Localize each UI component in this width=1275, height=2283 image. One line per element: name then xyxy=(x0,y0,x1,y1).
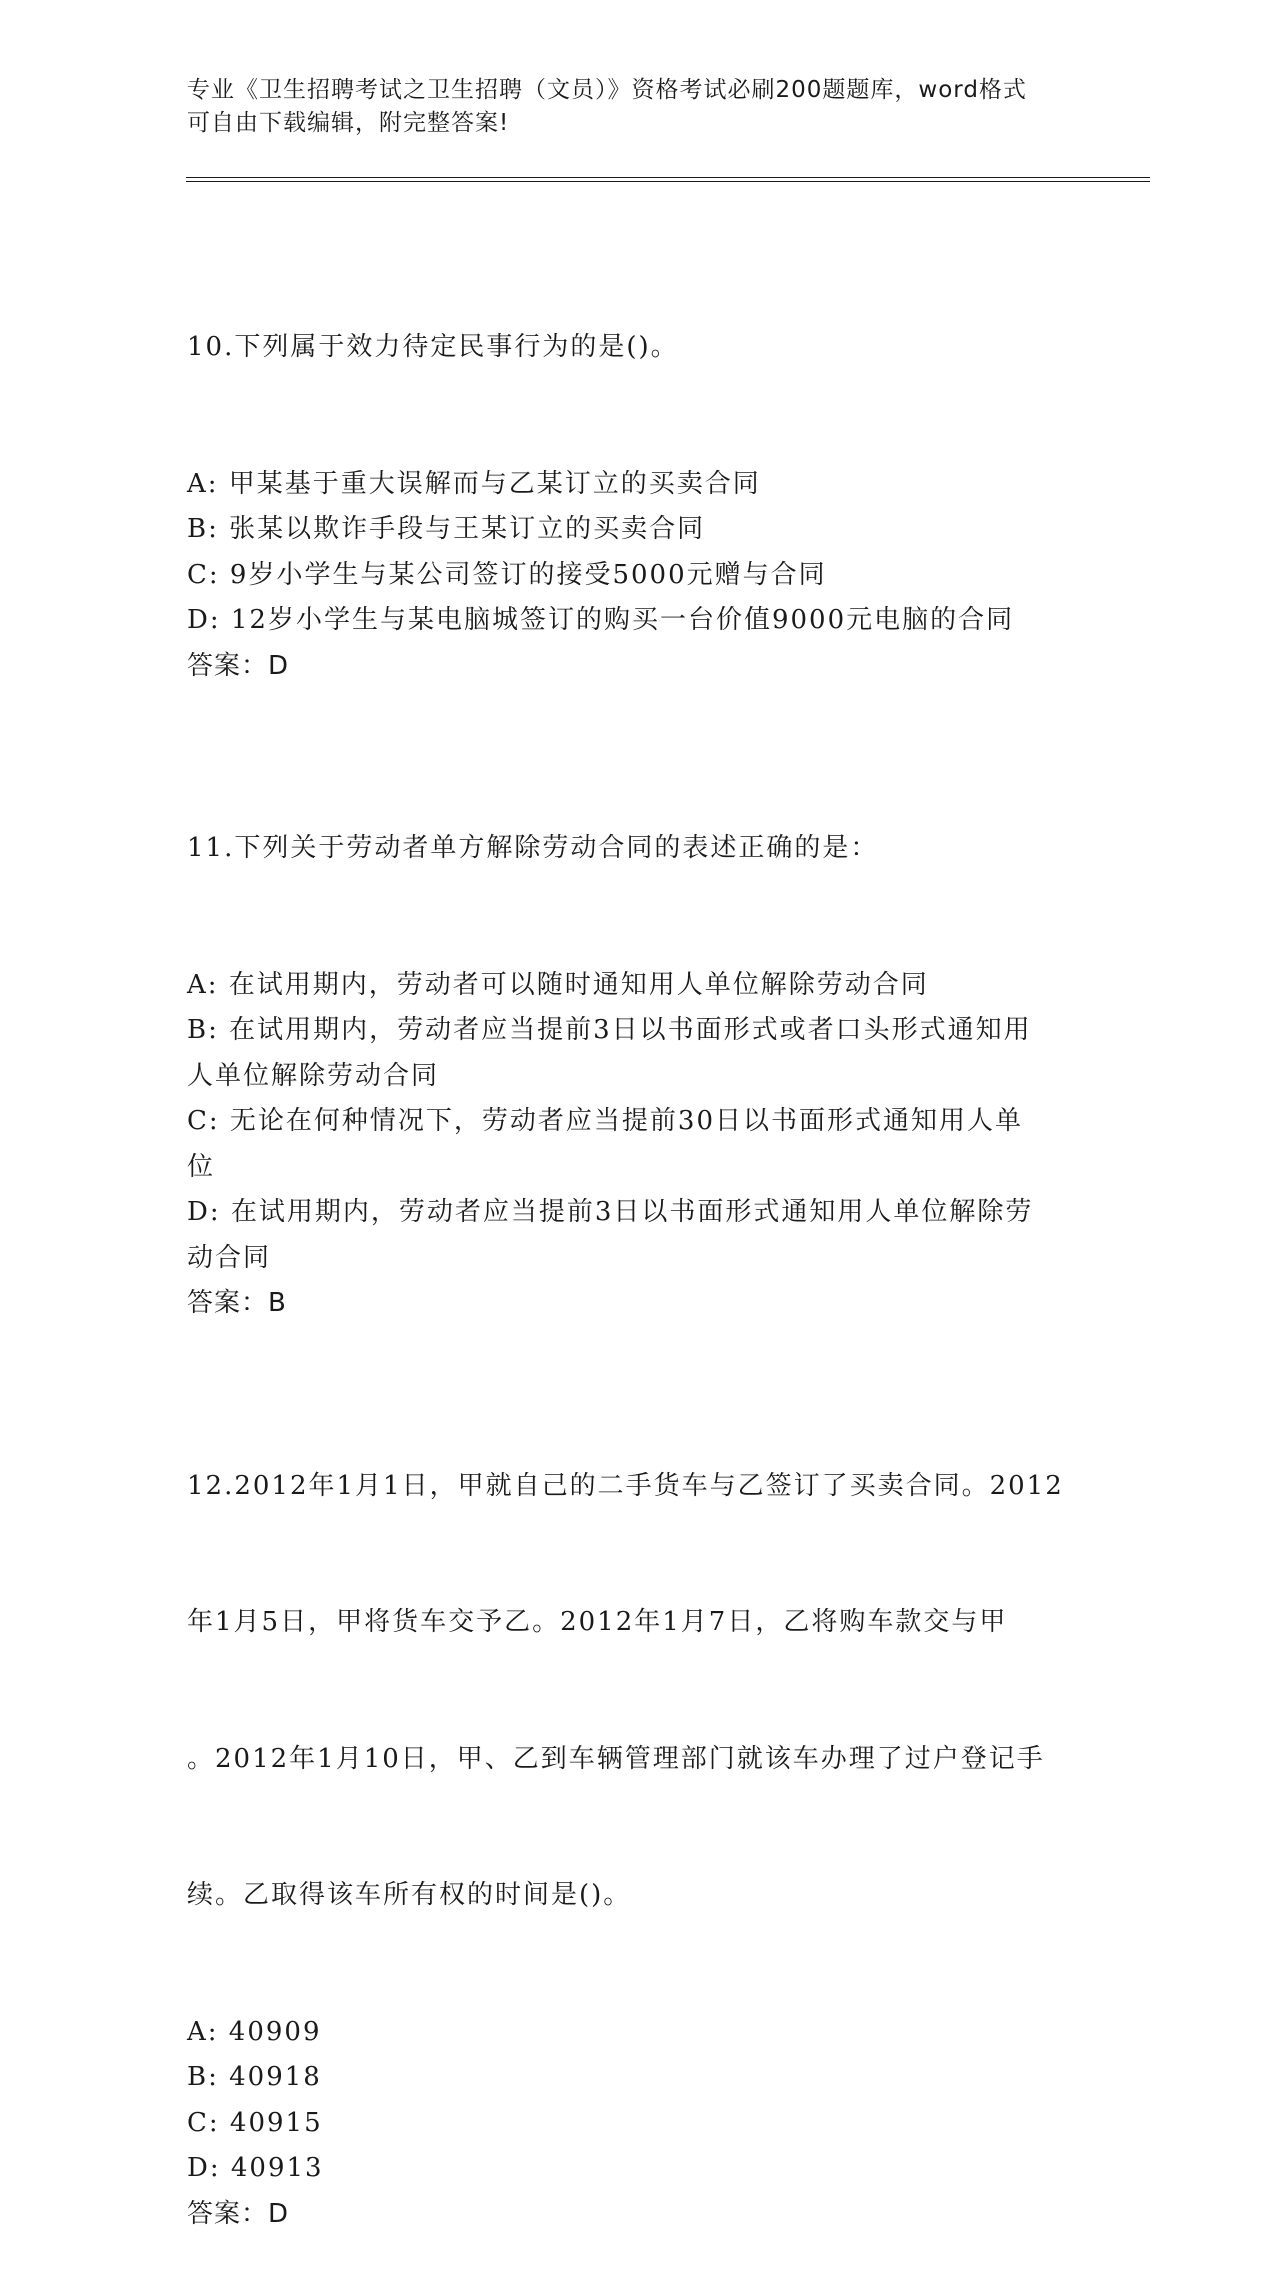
option-d-line: D: 12岁小学生与某电脑城签订的购买一台价值9000元电脑的合同 xyxy=(187,605,1015,635)
answer-label: 答案：B xyxy=(187,1288,287,1318)
option-b-line: B: 在试用期内，劳动者应当提前3日以书面形式或者口头形式通知用 xyxy=(187,1015,1032,1045)
header-title-line-1: 专业《卫生招聘考试之卫生招聘（文员）》资格考试必刷200题题库，word格式 xyxy=(187,77,1027,103)
option-c-line: 位 xyxy=(187,1151,216,1182)
option-b xyxy=(187,507,1087,553)
document-header xyxy=(187,74,1067,140)
option-a xyxy=(187,462,1087,508)
option-b-line: B: 40918 xyxy=(187,2062,322,2092)
question-11 xyxy=(187,735,1087,1327)
option-d-line: D: 在试用期内，劳动者应当提前3日以书面形式通知用人单位解除劳 xyxy=(187,1197,1034,1227)
option-d xyxy=(187,598,1087,644)
question-stem xyxy=(187,234,1087,462)
option-a-line: A: 在试用期内，劳动者可以随时通知用人单位解除劳动合同 xyxy=(187,969,929,1000)
question-10 xyxy=(187,234,1087,689)
question-stem-line: 10.下列属于效力待定民事行为的是()。 xyxy=(187,332,679,362)
question-stem-line: 12.2012年1月1日，甲就自己的二手货车与乙签订了买卖合同。2012 xyxy=(187,1470,1064,1501)
question-stem xyxy=(187,1373,1087,2010)
option-c xyxy=(187,553,1087,599)
option-d-line: 动合同 xyxy=(187,1242,272,1273)
option-a-line: A: 40909 xyxy=(187,2016,322,2047)
option-c-line: C: 40915 xyxy=(187,2107,323,2138)
option-c-line: C: 9岁小学生与某公司签订的接受5000元赠与合同 xyxy=(187,559,827,590)
option-d xyxy=(187,1190,1087,1281)
option-c xyxy=(187,2101,1087,2147)
option-b xyxy=(187,1008,1087,1099)
option-d-line: D: 40913 xyxy=(187,2153,324,2183)
answer-label: 答案：D xyxy=(187,2198,290,2229)
question-stem xyxy=(187,735,1087,963)
option-a xyxy=(187,963,1087,1009)
question-list xyxy=(187,234,1087,2283)
option-d xyxy=(187,2146,1087,2192)
answer-label: 答案：D xyxy=(187,650,290,681)
question-stem-line: 11.下列关于劳动者单方解除劳动合同的表述正确的是： xyxy=(187,833,879,863)
option-b-line: 人单位解除劳动合同 xyxy=(187,1060,440,1091)
header-divider xyxy=(186,177,1150,182)
option-c xyxy=(187,1099,1087,1190)
option-b-line: B: 张某以欺诈手段与王某订立的买卖合同 xyxy=(187,514,706,544)
option-a xyxy=(187,2010,1087,2056)
option-c-line: C: 无论在何种情况下，劳动者应当提前30日以书面形式通知用人单 xyxy=(187,1106,1024,1136)
question-12 xyxy=(187,1373,1087,2238)
header-title-line-2: 可自由下载编辑，附完整答案! xyxy=(187,110,510,136)
question-stem-line: 。2012年1月10日，甲、乙到车辆管理部门就该车办理了过户登记手 xyxy=(187,1743,1045,1774)
option-b xyxy=(187,2055,1087,2101)
question-stem-line: 年1月5日，甲将货车交予乙。2012年1月7日，乙将购车款交与甲 xyxy=(187,1607,1008,1637)
question-stem-line: 续。乙取得该车所有权的时间是()。 xyxy=(187,1880,632,1910)
option-a-line: A: 甲某基于重大误解而与乙某订立的买卖合同 xyxy=(187,468,761,499)
